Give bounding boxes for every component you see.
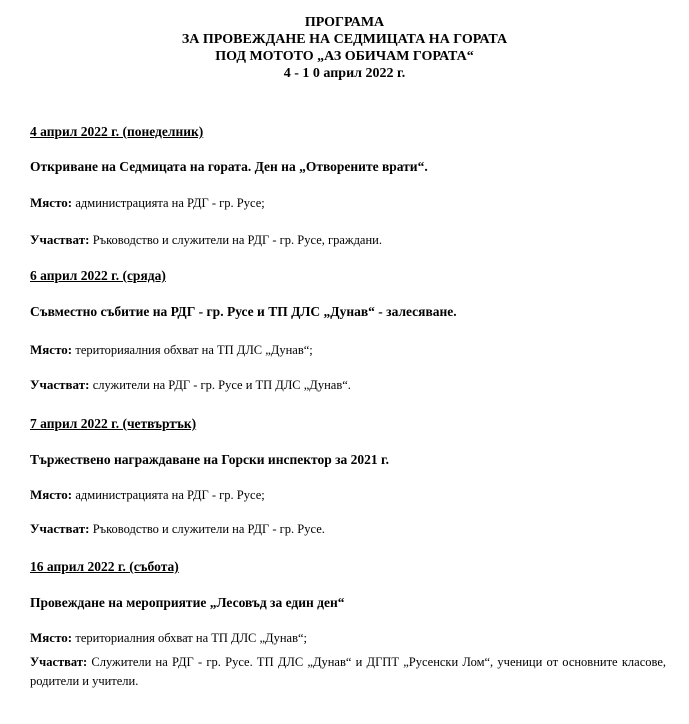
event-3-participants xyxy=(30,520,666,538)
event-1-date: 4 април 2022 г. (понеделник) xyxy=(30,124,204,139)
header-line-3: ПОД МОТОТО „АЗ ОБИЧАМ ГОРАТА“ xyxy=(215,49,474,64)
event-4-place xyxy=(30,629,666,647)
participants-label: Участват: xyxy=(30,655,88,669)
header-line-4: 4 - 1 0 април 2022 г. xyxy=(283,66,406,81)
event-2-place xyxy=(30,341,666,359)
participants-label: Участват: xyxy=(30,521,90,536)
event-4-participants xyxy=(30,653,666,691)
program-header xyxy=(0,14,689,82)
event-2-place-text: територияалния обхват на ТП ДЛС „Дунав“; xyxy=(75,343,313,357)
event-2-participants-text: служители на РДГ - гр. Русе и ТП ДЛС „Дунав“. xyxy=(92,378,351,392)
event-2-date: 6 април 2022 г. (сряда) xyxy=(30,268,166,283)
event-1-participants-text: Ръководство и служители на РДГ - гр. Русе, граждани. xyxy=(92,233,382,247)
event-1-place xyxy=(30,194,666,212)
place-label: Място: xyxy=(30,342,73,357)
participants-label: Участват: xyxy=(30,232,90,247)
event-3-title: Тържествено награждаване на Горски инспектор за 2021 г. xyxy=(30,452,390,467)
event-2-title: Съвместно събитие на РДГ - гр. Русе и ТП ДЛС „Дунав“ - залесяване. xyxy=(30,304,457,319)
event-1-place-text: администрацията на РДГ - гр. Русе; xyxy=(75,196,265,210)
event-3-place-text: администрацията на РДГ - гр. Русе; xyxy=(75,488,265,502)
event-4-place-text: териториалния обхват на ТП ДЛС „Дунав“; xyxy=(75,631,307,645)
place-label: Място: xyxy=(30,195,73,210)
event-3-place xyxy=(30,486,666,504)
place-label: Място: xyxy=(30,630,73,645)
event-1-participants xyxy=(30,231,666,249)
event-2-participants xyxy=(30,376,666,394)
event-3-participants-text: Ръководство и служители на РДГ - гр. Русе. xyxy=(92,522,325,536)
event-3-date: 7 април 2022 г. (четвъртък) xyxy=(30,416,197,431)
header-line-2: ЗА ПРОВЕЖДАНЕ НА СЕДМИЦАТА НА ГОРАТА xyxy=(181,32,508,47)
event-4-participants-text: Служители на РДГ - гр. Русе. ТП ДЛС „Дунав“ и ДГПТ „Русенски Лом“, ученици от основните класове, родители и учители. xyxy=(30,655,666,688)
event-4-date: 16 април 2022 г. (събота) xyxy=(30,559,179,574)
event-1-title: Откриване на Седмицата на гората. Ден на „Отворените врати“. xyxy=(30,159,428,174)
event-4-title: Провеждане на мероприятие „Лесовъд за един ден“ xyxy=(30,595,345,610)
place-label: Място: xyxy=(30,487,73,502)
header-line-1: ПРОГРАМА xyxy=(304,15,385,30)
participants-label: Участват: xyxy=(30,377,90,392)
